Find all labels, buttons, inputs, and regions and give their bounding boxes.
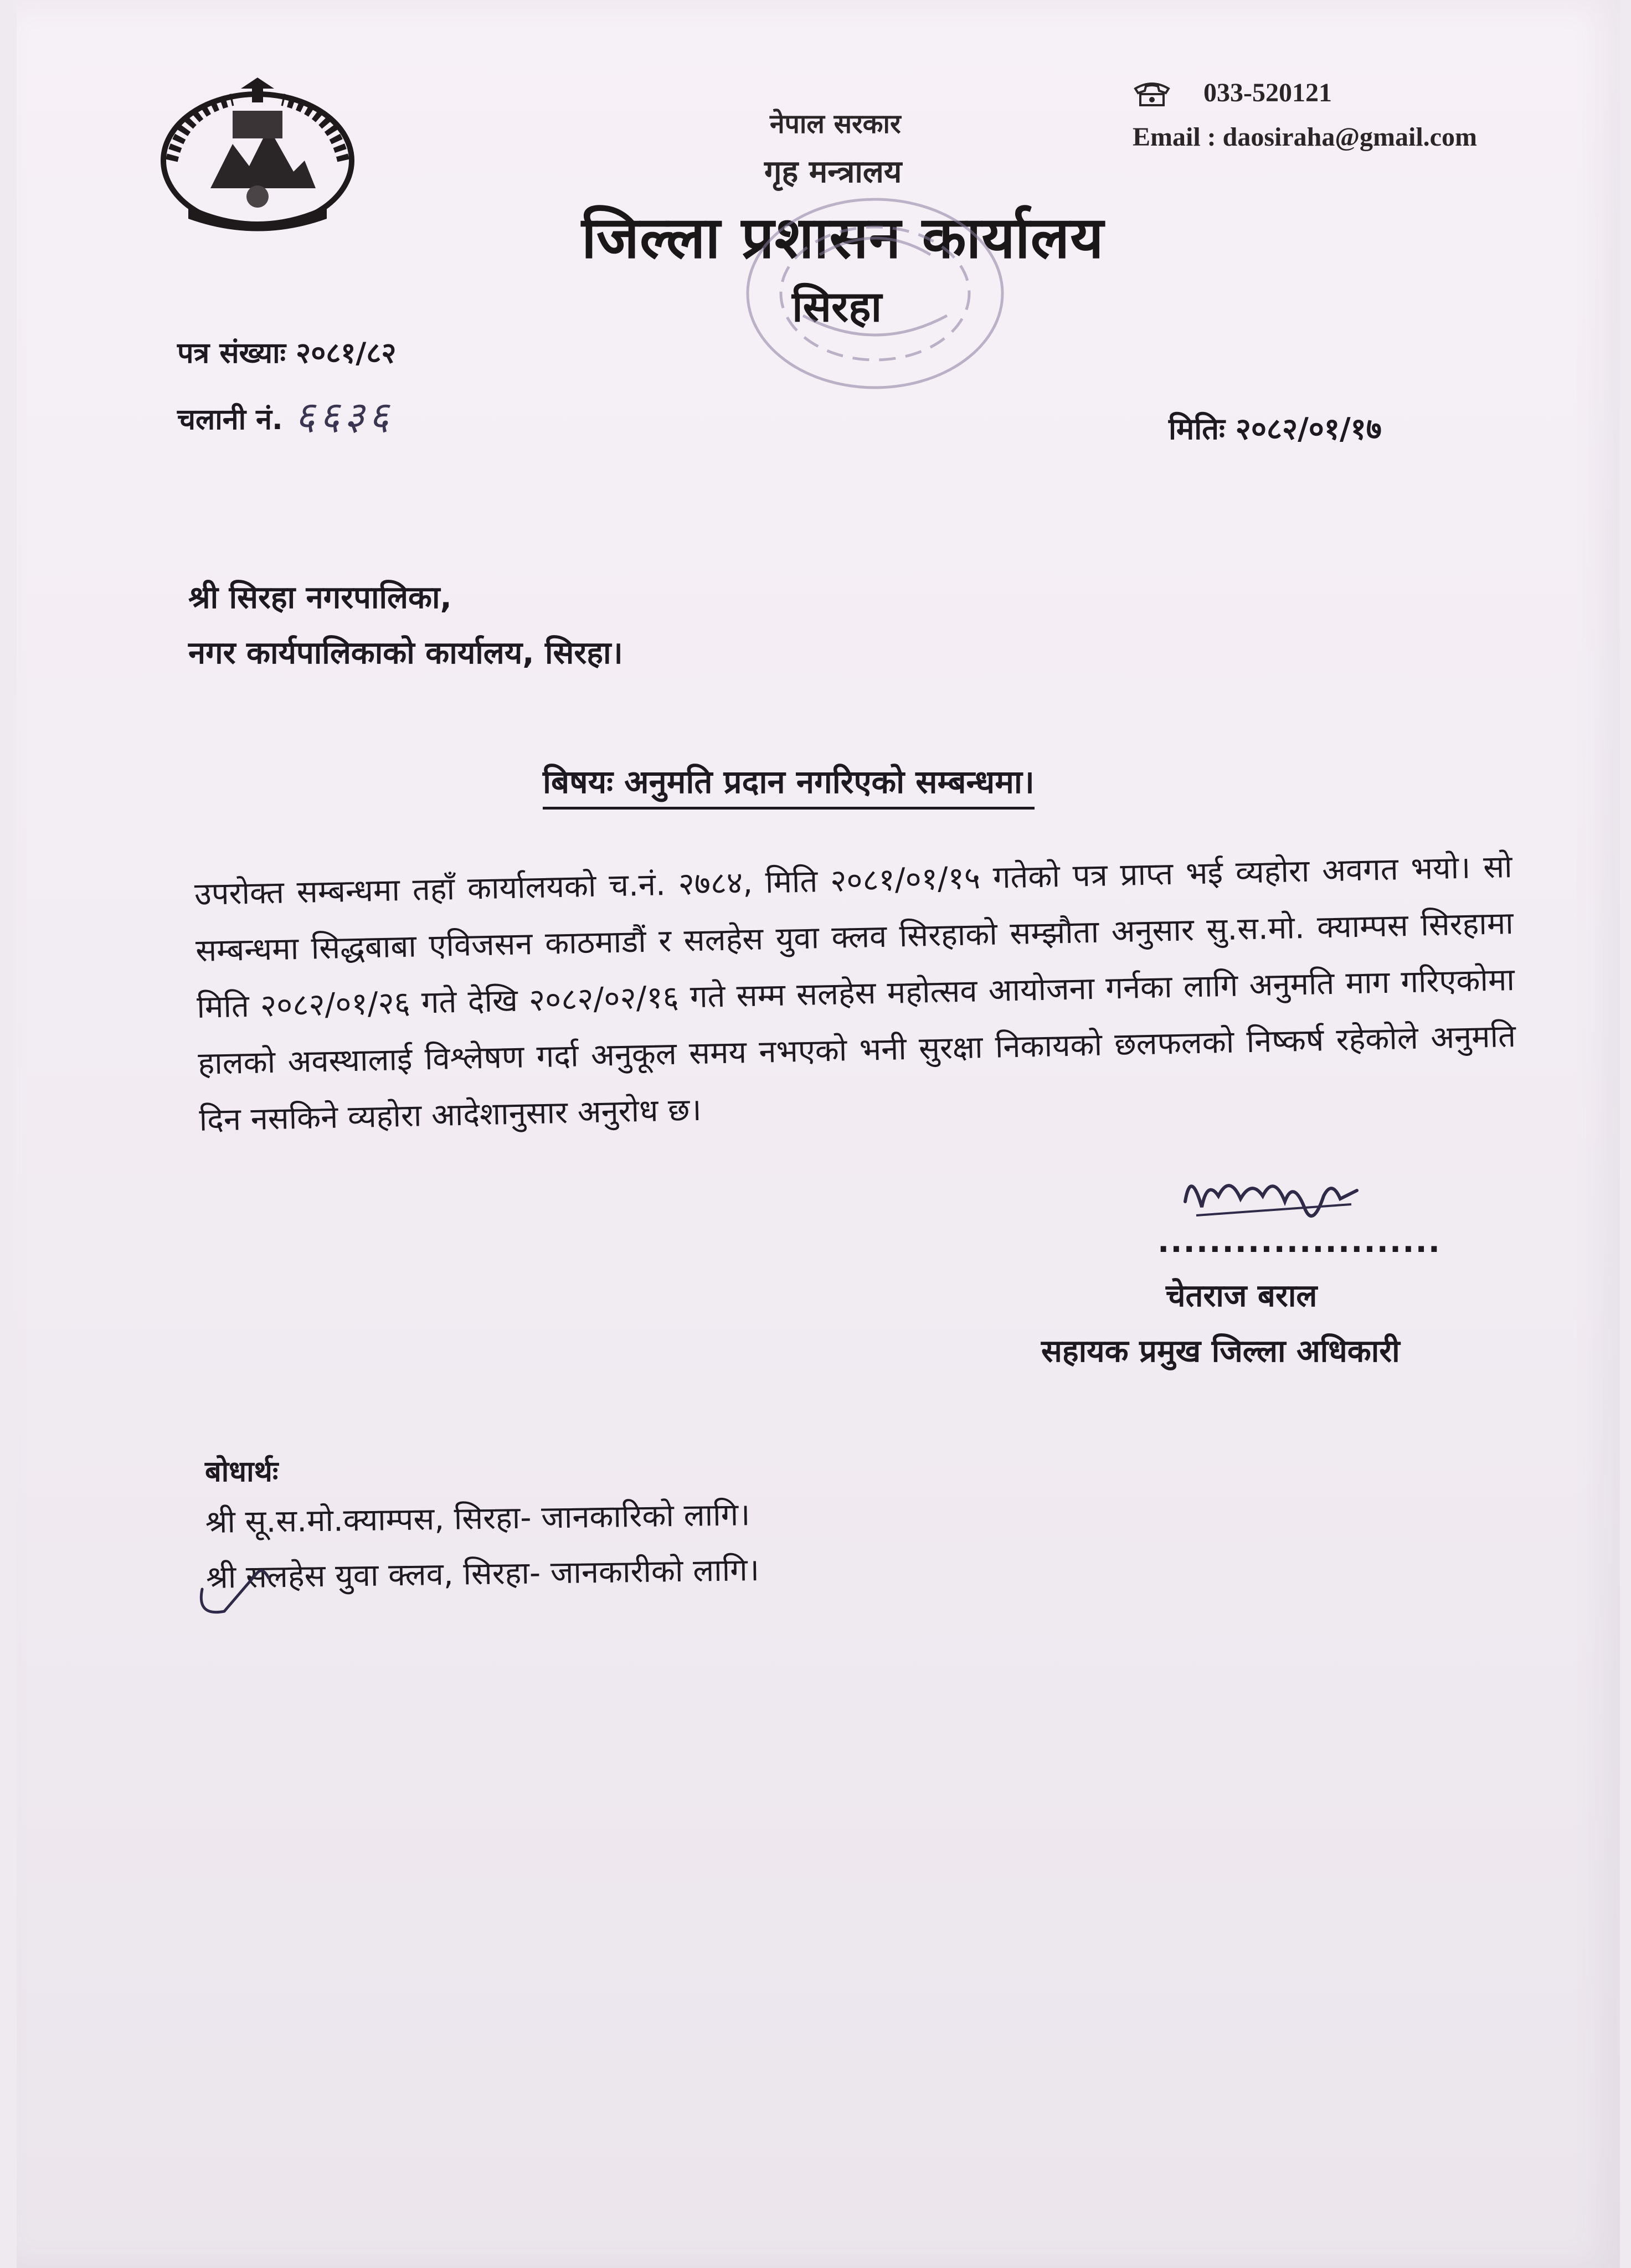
letter-reference-number: पत्र संख्याः २०८१/८२	[177, 337, 397, 370]
recipient-line-1: श्री सिरहा नगरपालिका,	[188, 580, 452, 616]
dispatch-number-handwritten: ६६३६	[295, 393, 394, 439]
email-contact: Email : daosiraha@gmail.com	[1133, 122, 1477, 152]
signatory-title: सहायक प्रमुख जिल्ला अधिकारी	[1041, 1333, 1400, 1369]
recipient-line-2: नगर कार्यपालिकाको कार्यालय, सिरहा।	[188, 635, 623, 671]
cc-item: श्री सलहेस युवा क्लव, सिरहा- जानकारीको लागि।	[205, 1552, 760, 1596]
telephone-icon	[1133, 79, 1171, 107]
office-seal-stamp	[737, 188, 1013, 399]
letter-page	[17, 0, 1620, 2268]
signatory-name: चेतराज बराल	[1166, 1278, 1318, 1314]
government-name: नेपाल सरकार	[770, 109, 901, 140]
cc-item: श्री सू.स.मो.क्याम्पस, सिरहा- जानकारिको लागि।	[205, 1497, 750, 1540]
phone-number: 033-520121	[1203, 78, 1332, 107]
dispatch-number	[177, 388, 393, 441]
office-name: जिल्ला प्रशासन कार्यालय	[582, 204, 1104, 271]
letter-date: मितिः २०८२/०१/१७	[1169, 411, 1382, 446]
ministry-name: गृह मन्त्रालय	[764, 154, 902, 190]
signature-line: ......................	[1157, 1224, 1442, 1260]
recipient-address	[188, 570, 623, 681]
phone-contact	[1133, 78, 1332, 108]
handwritten-check-mark	[191, 1556, 357, 1639]
nepal-emblem-icon	[150, 78, 366, 244]
district-name: सिरहा	[792, 282, 882, 331]
dispatch-label: चलानी नं.	[177, 403, 283, 436]
letter-subject: बिषयः अनुमति प्रदान नगरिएको सम्बन्धमा।	[543, 759, 1035, 810]
cc-label: बोधार्थः	[205, 1455, 279, 1488]
letter-body: उपरोक्त सम्बन्धमा तहाँ कार्यालयको च.नं. २७८४, मिति २०८१/०१/१५ गतेको पत्र प्राप्त भई व्यहोरा अवगत भयो। सो सम्बन्धमा सिद्धबाबा एविजसन काठमाडौं र सलहेस युवा क्लव सिरहाको सम्झौता अनुसार सु.स.मो. क्याम्पस सिरहामा मिति २०८२/०१/२६ गते देखि २०८२/०२/१६ गते सम्म सलहेस महोत्सव आयोजना गर्नका लागि अनुमति माग गरिएकोमा हालको अवस्थालाई विश्लेषण गर्दा अनुकूल समय नभएको भनी सुरक्षा निकायको छलफलको निष्कर्ष रहेकोले अनुमति दिन नसकिने व्यहोरा आदेशानुसार अनुरोध छ।	[194, 849, 1516, 1138]
